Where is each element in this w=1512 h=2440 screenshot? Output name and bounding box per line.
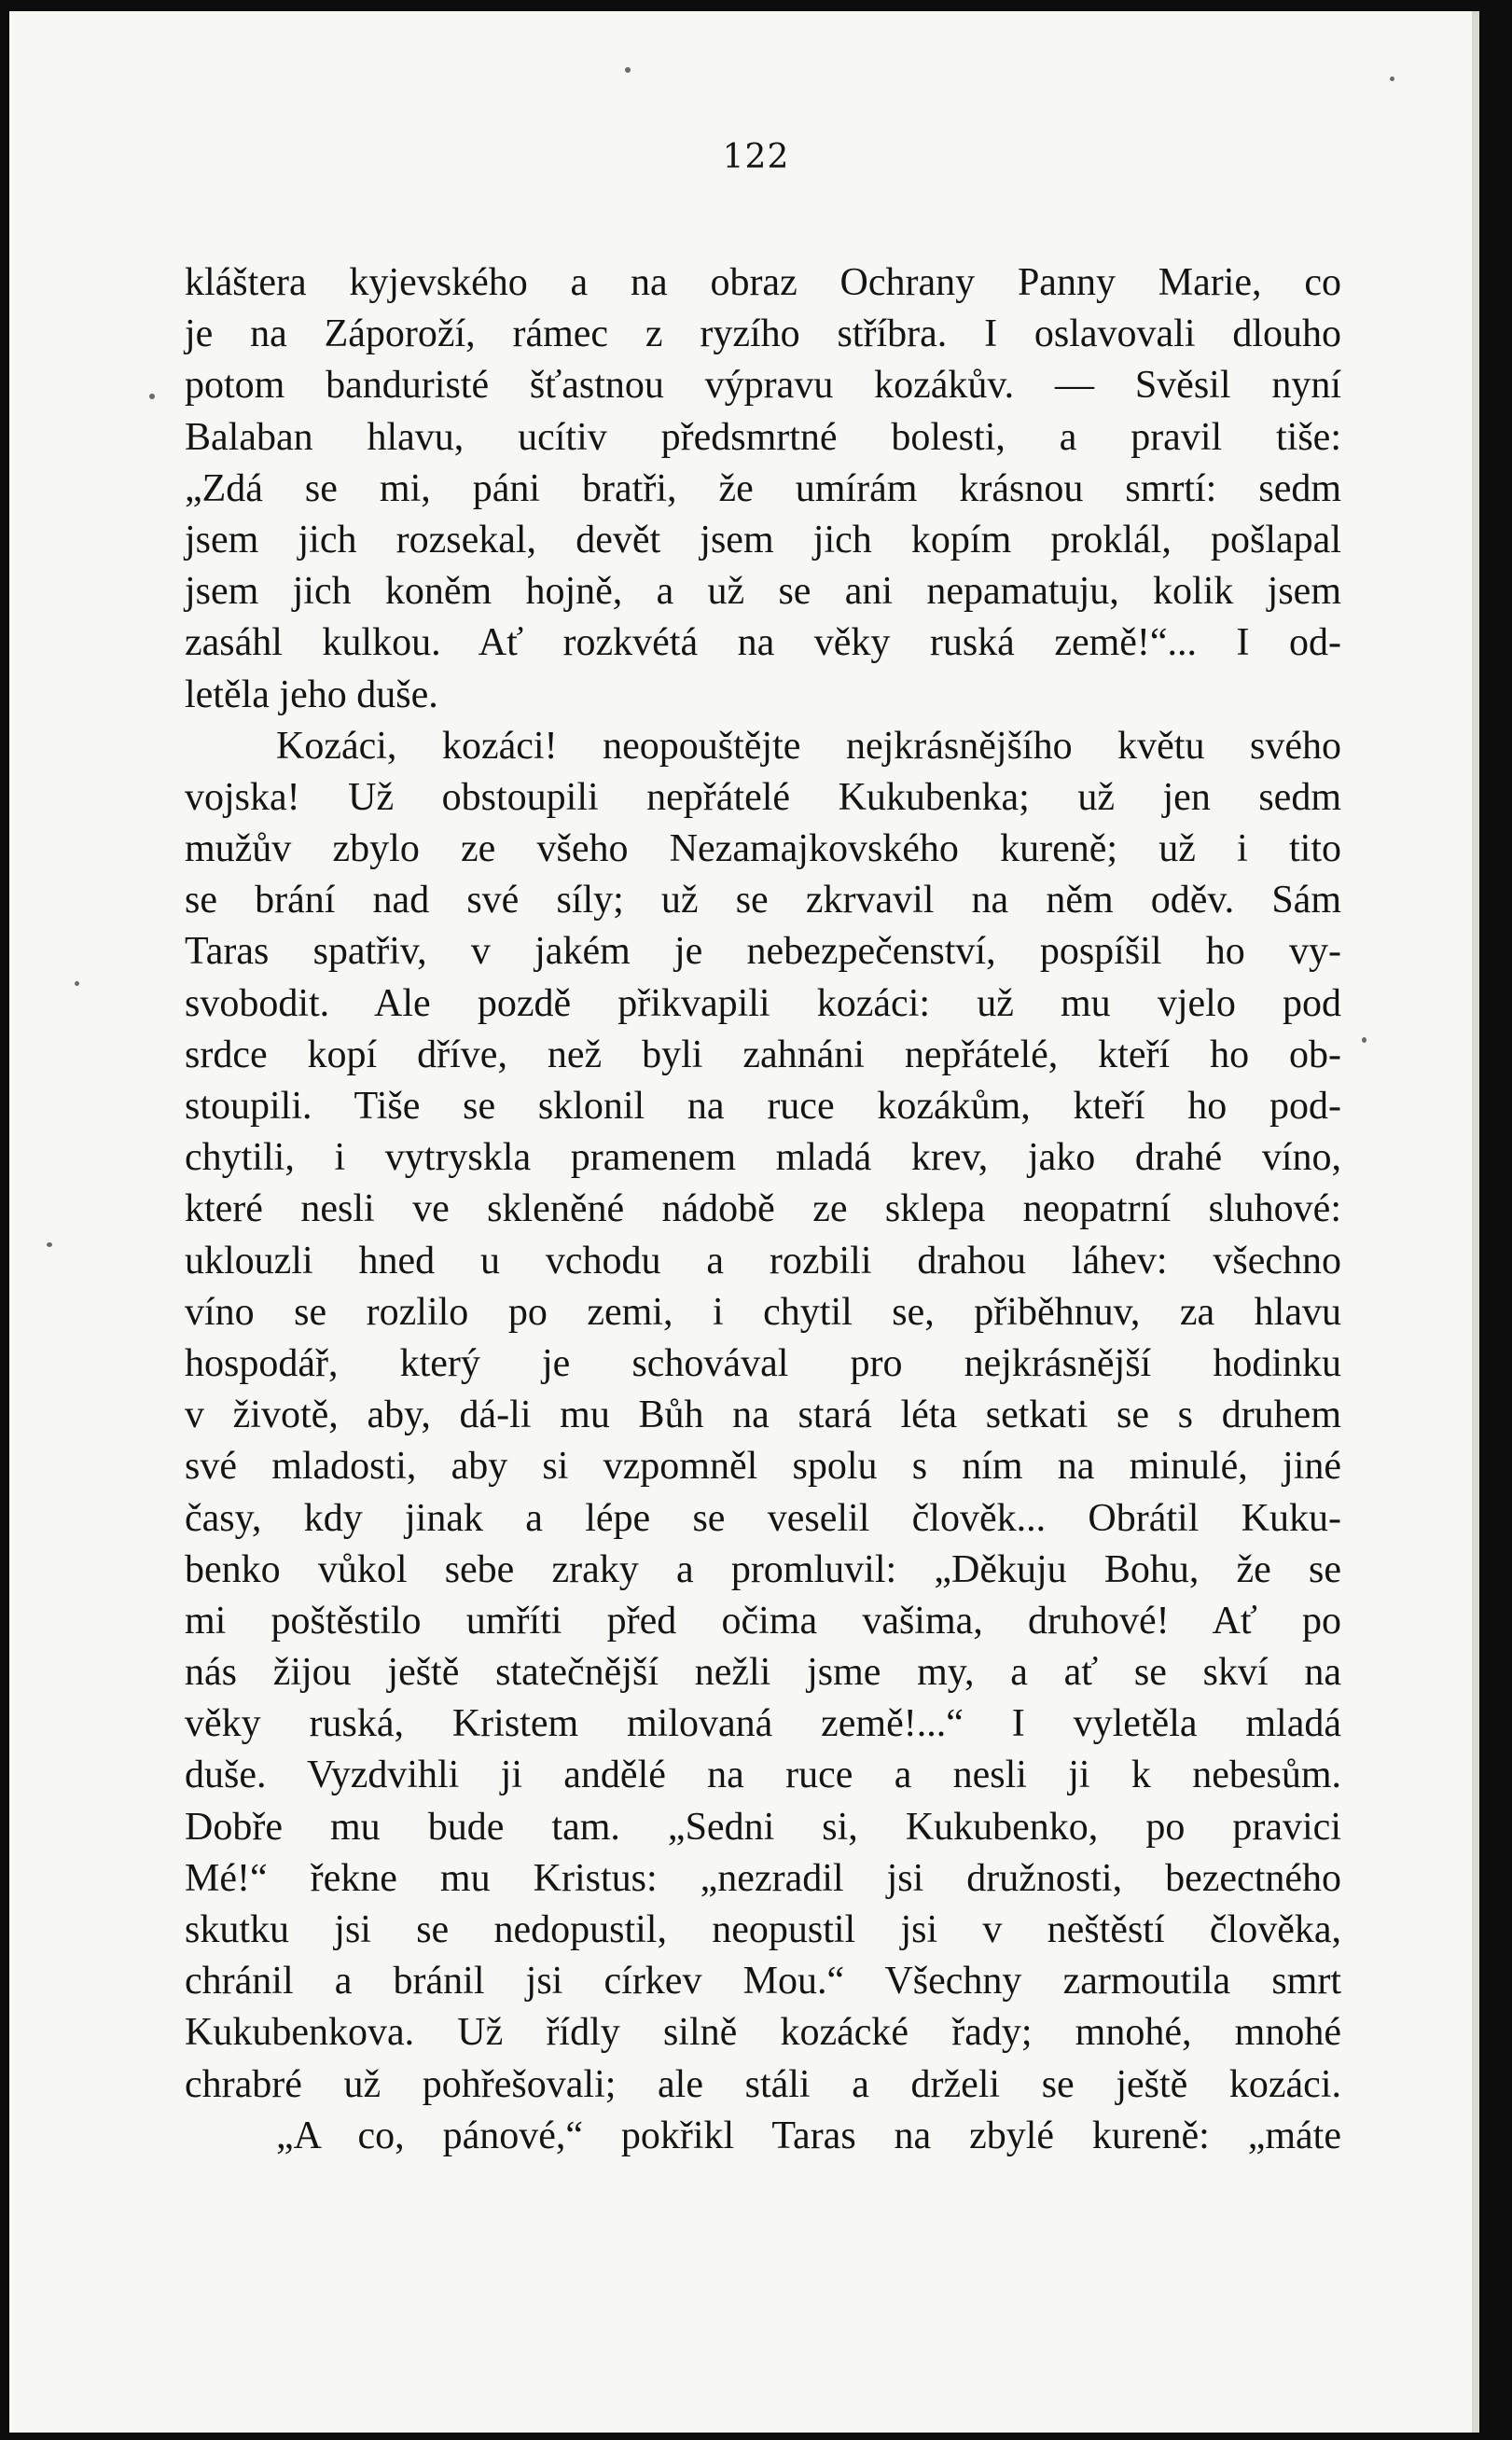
text-line: časy, kdy jinak a lépe se veselil člověk... Obrátil Kuku- [185, 1496, 1341, 1540]
text-line: benko vůkol sebe zraky a promluvil: „Děkuju Bohu, že se [185, 1547, 1341, 1591]
paper-speck [1390, 76, 1394, 81]
text-line: mi poštěstilo umříti před očima vašima, druhové! Ať po [185, 1599, 1341, 1643]
text-line: je na Záporoží, rámec z ryzího stříbra. I oslavovali dlouho [185, 312, 1341, 356]
paper-speck [625, 67, 631, 73]
body-text [185, 257, 1341, 2162]
text-line: Kozáci, kozáci! neopouštějte nejkrásnějšího květu svého [276, 724, 1341, 768]
text-line: hospodář, který je schovával pro nejkrásnější hodinku [185, 1341, 1341, 1385]
text-line: Dobře mu bude tam. „Sedni si, Kukubenko, po pravici [185, 1805, 1341, 1849]
text-line: jsem jich rozsekal, devět jsem jich kopím proklál, pošlapal [185, 518, 1341, 561]
text-line: jsem jich koněm hojně, a už se ani nepamatuju, kolik jsem [185, 570, 1341, 614]
text-line: víno se rozlilo po zemi, i chytil se, přiběhnuv, za hlavu [185, 1290, 1341, 1334]
text-line: věky ruská, Kristem milovaná země!...“ I vyletěla mladá [185, 1702, 1341, 1746]
text-line: v životě, aby, dá-li mu Bůh na stará léta setkati se s druhem [185, 1393, 1341, 1437]
text-line: své mladosti, aby si vzpomněl spolu s ním na minulé, jiné [185, 1445, 1341, 1489]
text-line: skutku jsi se nedopustil, neopustil jsi v neštěstí člověka, [185, 1908, 1341, 1951]
text-line: uklouzli hned u vchodu a rozbili drahou láhev: všechno [185, 1239, 1341, 1282]
page-edge [1472, 11, 1479, 2433]
text-line: srdce kopí dříve, než byli zahnáni nepřátelé, kteří ho ob- [185, 1033, 1341, 1076]
text-line: zasáhl kulkou. Ať rozkvétá na věky ruská země!“... I od- [185, 621, 1341, 665]
text-line: chrabré už pohřešovali; ale stáli a drželi se ještě kozáci. [185, 2062, 1341, 2106]
text-line: které nesli ve skleněné nádobě ze sklepa neopatrní sluhové: [185, 1187, 1341, 1231]
text-line: „Zdá se mi, páni bratři, že umírám krásnou smrtí: sedm [185, 466, 1341, 510]
text-line: Kukubenkova. Už řídly silně kozácké řady; mnohé, mnohé [185, 2011, 1341, 2055]
text-line: Balaban hlavu, ucítiv předsmrtné bolesti, a pravil tiše: [185, 415, 1341, 459]
text-line: mužův zbylo ze všeho Nezamajkovského kureně; už i tito [185, 827, 1341, 871]
paper-speck [1362, 1037, 1366, 1043]
text-line: se brání nad své síly; už se zkrvavil na něm oděv. Sám [185, 879, 1341, 922]
paper-speck [75, 981, 79, 986]
text-line: nás žijou ještě statečnější nežli jsme my, a ať se skví na [185, 1651, 1341, 1695]
text-line: kláštera kyjevského a na obraz Ochrany Panny Marie, co [185, 261, 1341, 304]
paper-speck [47, 1242, 52, 1247]
text-line: chytili, i vytryskla pramenem mladá krev, jako drahé víno, [185, 1136, 1341, 1180]
paper-speck [149, 394, 155, 399]
text-line: „A co, pánové,“ pokřikl Taras na zbylé kureně: „máte [276, 2114, 1341, 2157]
text-line: svobodit. Ale pozdě přikvapili kozáci: už mu vjelo pod [185, 981, 1341, 1025]
text-line: letěla jeho duše. [185, 672, 438, 716]
text-line: potom banduristé šťastnou výpravu kozákův. — Svěsil nyní [185, 364, 1341, 408]
text-line: duše. Vyzdvihli ji andělé na ruce a nesli ji k nebesům. [185, 1754, 1341, 1797]
page-number: 122 [722, 138, 790, 176]
text-line: stoupili. Tiše se sklonil na ruce kozákům, kteří ho pod- [185, 1085, 1341, 1128]
text-line: Taras spatřiv, v jakém je nebezpečenství, pospíšil ho vy- [185, 930, 1341, 974]
text-line: chránil a bránil jsi církev Mou.“ Všechny zarmoutila smrt [185, 1960, 1341, 2003]
text-line: Mé!“ řekne mu Kristus: „nezradil jsi družnosti, bezectného [185, 1856, 1341, 1900]
text-line: vojska! Už obstoupili nepřátelé Kukubenka; už jen sedm [185, 775, 1341, 819]
